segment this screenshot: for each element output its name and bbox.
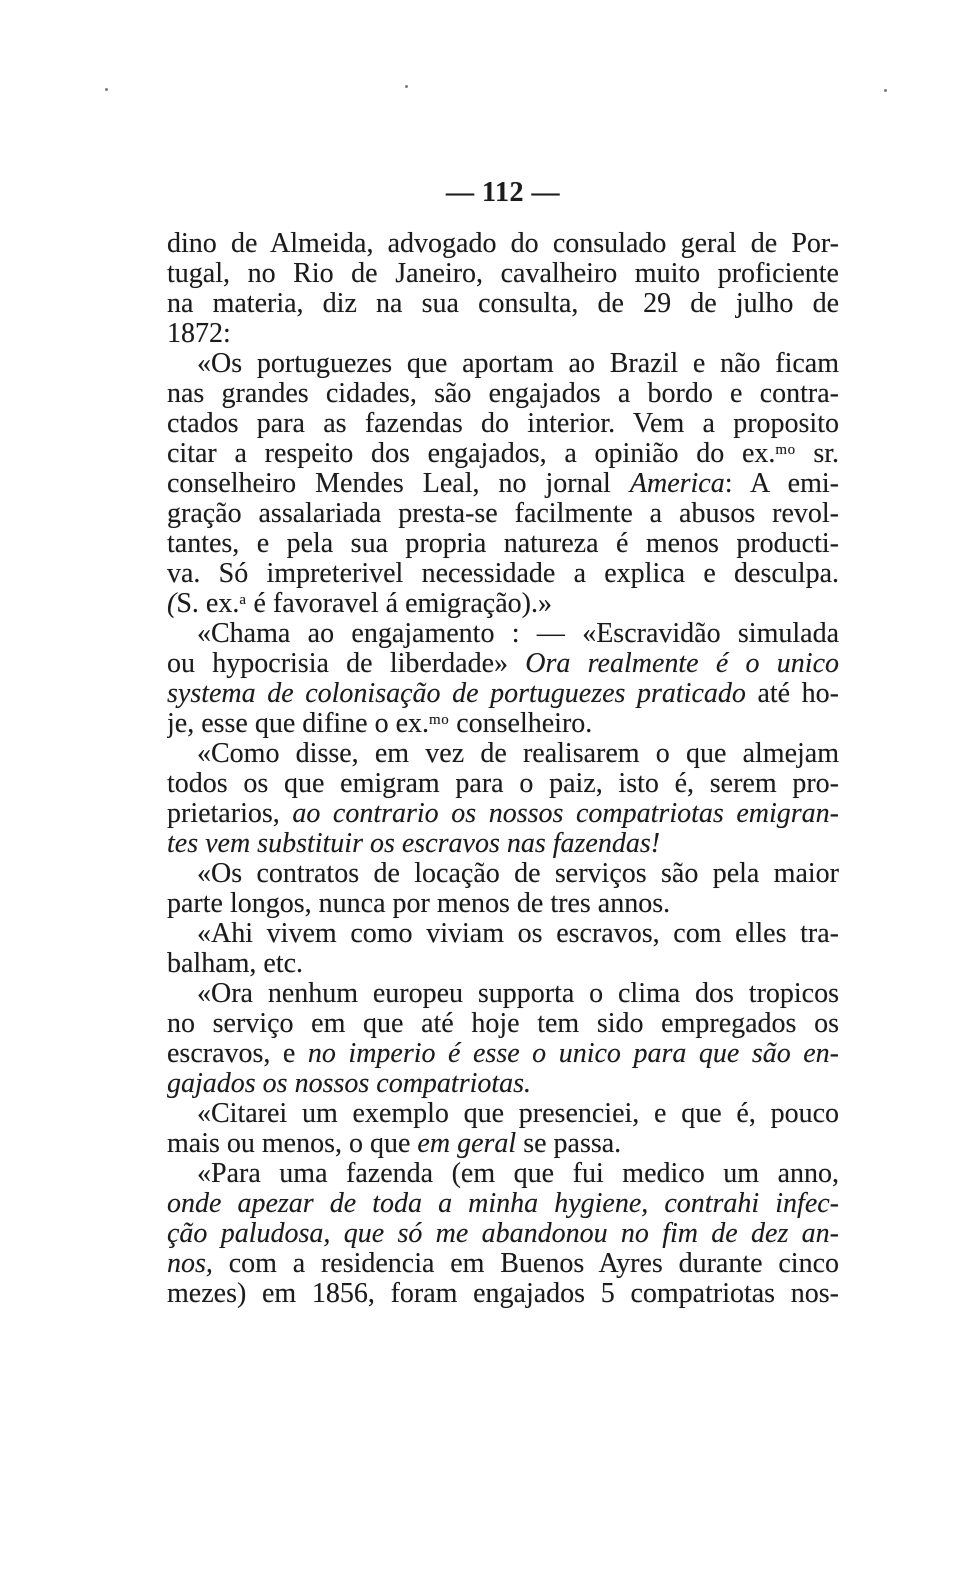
paragraph-6 — [167, 919, 839, 979]
text-line — [167, 469, 839, 499]
text-block — [167, 229, 839, 1309]
text-run: «Como disse, em vez de realisarem o que almejam — [197, 739, 839, 769]
text-run: : A emi- — [724, 469, 839, 499]
text-line — [167, 739, 839, 769]
paragraph-7 — [167, 979, 839, 1099]
text-line — [167, 949, 839, 979]
text-run: «Os contratos de locação de serviços são pela maior — [197, 859, 839, 889]
paragraph-5 — [167, 859, 839, 919]
text-run: je, esse que difine o ex. — [167, 709, 430, 739]
text-line — [167, 1099, 839, 1129]
paragraph-3 — [167, 619, 839, 739]
text-run: «Ora nenhum europeu supporta o clima dos tropicos — [197, 979, 839, 1009]
text-line — [167, 709, 839, 739]
text-run: mais ou menos, o que — [167, 1129, 418, 1159]
text-line — [167, 229, 839, 259]
text-run: va. Só impreterivel necessidade a explica e desculpa. — [167, 559, 839, 589]
text-line — [167, 589, 839, 619]
italic-run: gajados os nossos compatriotas. — [167, 1069, 532, 1099]
italic-run: no imperio é esse o unico para que são en- — [307, 1039, 839, 1069]
text-run: prietarios, — [167, 799, 293, 829]
text-line — [167, 679, 839, 709]
text-run: sr. — [795, 439, 839, 469]
text-run: no serviço em que até hoje tem sido empregados os — [167, 1009, 839, 1039]
scan-speck-icon — [884, 89, 887, 92]
text-run: é favoravel á emigração).» — [246, 589, 552, 619]
text-line — [167, 559, 839, 589]
italic-run: ( — [167, 589, 177, 619]
text-run: ctados para as fazendas do interior. Vem a proposito — [167, 409, 839, 439]
text-line — [167, 649, 839, 679]
paragraph-8 — [167, 1099, 839, 1159]
italic-run: America — [629, 469, 725, 499]
text-run: conselheiro Mendes Leal, no jornal — [167, 469, 630, 499]
text-line — [167, 1189, 839, 1219]
text-line — [167, 619, 839, 649]
text-line — [167, 409, 839, 439]
text-line — [167, 529, 839, 559]
italic-run: systema de colonisação de portuguezes praticado — [167, 679, 746, 709]
superscript-abbreviation: mo — [775, 442, 796, 458]
text-line — [167, 1039, 839, 1069]
text-run: «Citarei um exemplo que presenciei, e que é, pouco — [197, 1099, 839, 1129]
text-line — [167, 1159, 839, 1189]
text-line — [167, 1129, 839, 1159]
text-line — [167, 499, 839, 529]
text-run: dino de Almeida, advogado do consulado geral de Por- — [167, 229, 839, 259]
text-run: gração assalariada presta-se facilmente a abusos revol- — [167, 499, 839, 529]
text-line — [167, 799, 839, 829]
paragraph-2 — [167, 349, 839, 619]
text-line — [167, 979, 839, 1009]
text-line — [167, 289, 839, 319]
text-line — [167, 1249, 839, 1279]
text-run: na materia, diz na sua consulta, de 29 de julho de — [167, 289, 839, 319]
italic-run: tes vem substituir os escravos nas fazendas! — [167, 829, 661, 859]
italic-run: onde apezar de toda a minha hygiene, contrahi infec- — [167, 1189, 839, 1219]
italic-run: Ora realmente é o unico — [525, 649, 839, 679]
text-line — [167, 1219, 839, 1249]
scan-speck-icon — [405, 85, 408, 88]
text-line — [167, 349, 839, 379]
italic-run: ao contrario os nossos compatriotas emigran- — [292, 799, 839, 829]
text-line — [167, 259, 839, 289]
text-run: parte longos, nunca por menos de tres annos. — [167, 889, 671, 919]
text-run: tugal, no Rio de Janeiro, cavalheiro muito proficiente — [167, 259, 839, 289]
text-line — [167, 379, 839, 409]
text-run: «Ahi vivem como viviam os escravos, com elles tra- — [197, 919, 839, 949]
text-line — [167, 1009, 839, 1039]
text-run: se passa. — [516, 1129, 622, 1159]
text-line — [167, 1069, 839, 1099]
text-run: «Os portuguezes que aportam ao Brazil e não ficam — [197, 349, 839, 379]
text-run: até ho- — [745, 679, 839, 709]
text-line — [167, 859, 839, 889]
text-run: S. ex. — [176, 589, 240, 619]
scan-speck-icon — [105, 88, 108, 91]
text-run: 1872: — [167, 319, 231, 349]
text-run: «Para uma fazenda (em que fui medico um anno, — [197, 1159, 839, 1189]
superscript-abbreviation: mo — [429, 712, 450, 728]
text-run: mezes) em 1856, foram engajados 5 compatriotas nos- — [167, 1279, 839, 1309]
text-run: todos os que emigram para o paiz, isto é, serem pro- — [167, 769, 839, 799]
italic-run: nos, — [167, 1249, 213, 1279]
text-run: balham, etc. — [167, 949, 304, 979]
paragraph-9 — [167, 1159, 839, 1309]
paragraph-4 — [167, 739, 839, 859]
text-line — [167, 889, 839, 919]
text-line — [167, 439, 839, 469]
paragraph-1 — [167, 229, 839, 349]
text-run: citar a respeito dos engajados, a opinião do ex. — [167, 439, 776, 469]
text-run: escravos, e — [167, 1039, 308, 1069]
text-line — [167, 319, 839, 349]
text-run: tantes, e pela sua propria natureza é menos producti- — [167, 529, 839, 559]
text-run: nas grandes cidades, são engajados a bordo e contra- — [167, 379, 839, 409]
text-line — [167, 1279, 839, 1309]
superscript-abbreviation: a — [239, 592, 247, 608]
text-run: ou hypocrisia de liberdade» — [167, 649, 526, 679]
text-run: conselheiro. — [449, 709, 593, 739]
text-run: com a residencia em Buenos Ayres durante cinco — [212, 1249, 839, 1279]
italic-run: em geral — [417, 1129, 517, 1159]
text-run: «Chama ao engajamento : — «Escravidão simulada — [197, 619, 839, 649]
text-line — [167, 829, 839, 859]
italic-run: ção paludosa, que só me abandonou no fim de dez an- — [167, 1219, 839, 1249]
page-number: — 112 — — [446, 177, 560, 208]
text-line — [167, 769, 839, 799]
text-line — [167, 919, 839, 949]
